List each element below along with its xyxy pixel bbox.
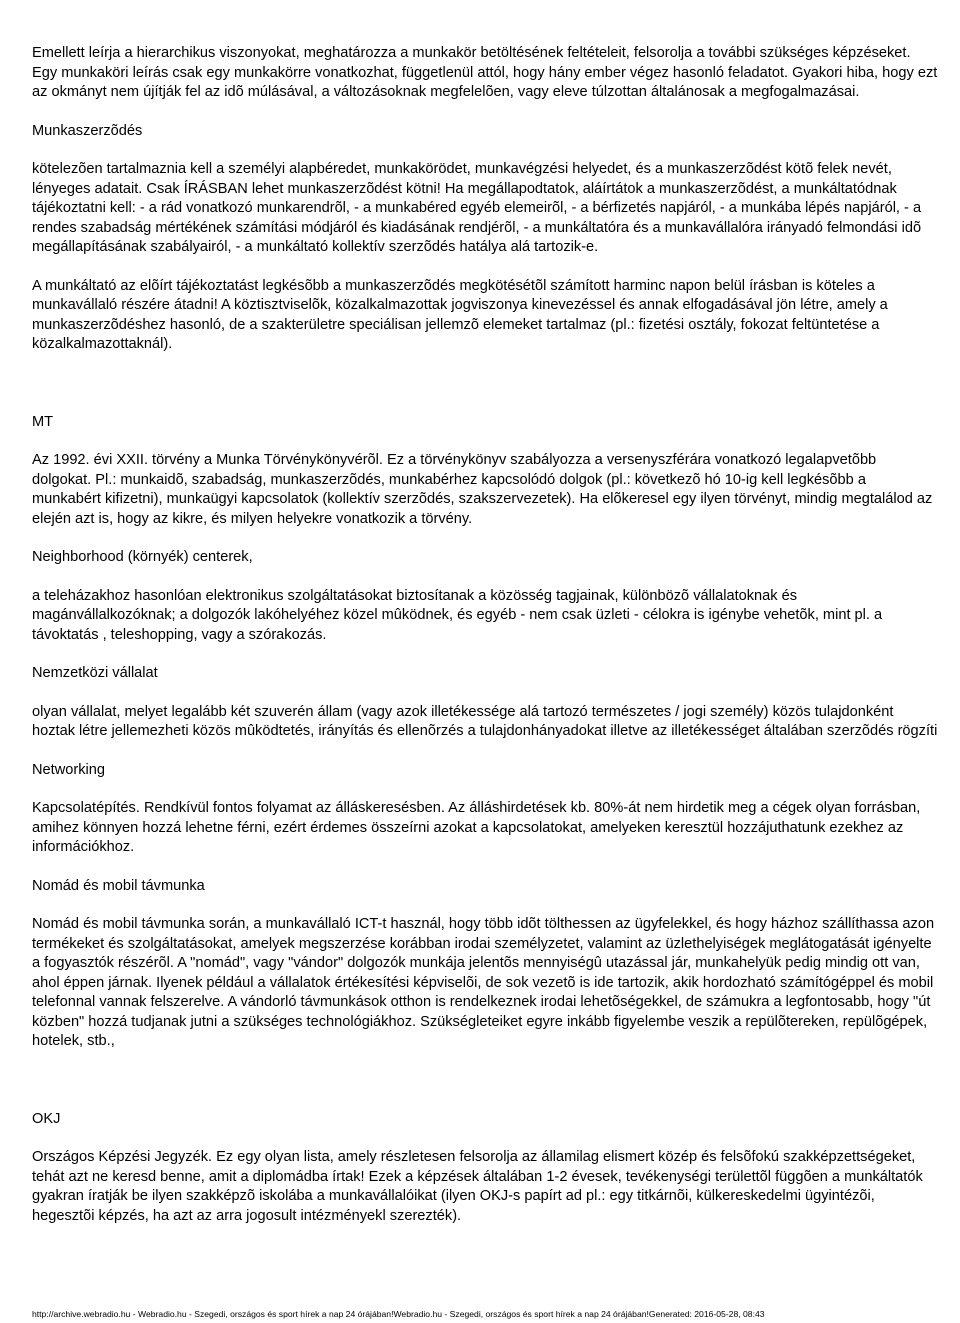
intro-paragraph: Emellett leírja a hierarchikus viszonyokat, meghatározza a munkakör betöltésének feltételeit, felsorolja a további szükséges képzéseket. Egy munkaköri leírás csak egy munkakörre vonatkozhat, függetlenül attól, hogy hány ember végez hasonló feladatot. Gyakori hiba, hogy ezt az okmányt nem újítják fel az idõ múlásával, a változásoknak megfelelõen, vagy eleve túlzottan általánosak a megfogalmazásai. [32, 45, 938, 100]
section-heading-okj: OKJ [32, 1110, 61, 1127]
section-heading-nemzetkozi: Nemzetközi vállalat [32, 665, 158, 681]
section-heading-munkaszerzodes: Munkaszerzõdés [32, 122, 143, 139]
section-heading-networking: Networking [32, 761, 105, 778]
document-body [32, 44, 938, 1226]
section-paragraph: olyan vállalat, melyet legalább két szuverén állam (vagy azok illetékessége alá tartozó természetes / jogi személy) közös tulajdonként hoztak létre jellemezheti közös mûködtetés, irányítás és ellenõrzés a tulajdonhányadokat illetve az illetékességet általában szerzõdés rögzíti [32, 703, 938, 739]
section-paragraph: a teleházakhoz hasonlóan elektronikus szolgáltatásokat biztosítanak a közösség tagjainak, különbözõ vállalatoknak és magánvállalkozóknak; a dolgozók lakóhelyéhez közel mûködnek, és egyéb - nem csak üzleti - célokra is igénybe vehetõk, mint pl. a távoktatás , teleshopping, vagy a szórakozás. [32, 587, 883, 643]
section-paragraph: A munkáltató az elõírt tájékoztatást legkésõbb a munkaszerzõdés megkötésétõl számított harminc napon belül írásban is köteles a munkavállaló részére átadni! A köztisztviselõk, közalkalmazottak jogviszonya kinevezéssel és annak elfogadásával jön létre, amely a munkaszerzõdéshez hasonló, de a szakterületre speciálisan jellemzõ elemeket tartalmaz (pl.: fizetési osztály, fokozat feltüntetése a közalkalmazottaknál). [32, 277, 888, 352]
section-paragraph: Országos Képzési Jegyzék. Ez egy olyan lista, amely részletesen felsorolja az államilag elismert közép és felsõfokú szakképzettségeket, tehát azt ne keresd benne, amit a diplomádba írtak! Ezek a képzések általában 1-2 évesek, tevékenységi területtõl függõen a munkáltatók gyakran íratják be ilyen szakképzõ iskolába a munkavállalóikat (ilyen OKJ-s papírt ad pl.: egy titkárnõi, külkereskedelmi ügyintézõi, hegesztõi képzés, ha azt az arra jogosult intézményekl szerezték). [32, 1149, 923, 1224]
section-paragraph: kötelezõen tartalmaznia kell a személyi alapbéredet, munkakörödet, munkavégzési helyedet, és a munkaszerzõdést kötõ felek nevét, lényeges adatait. Csak ÍRÁSBAN lehet munkaszerzõdést kötni! Ha megállapodtatok, aláírtátok a munkaszerzõdést, a munkáltatódnak tájékoztatni kell: - a rád vonatkozó munkarendrõl, - a munkabéred egyéb elemeirõl, - a bérfizetés napjáról, - a munkába lépés napjáról, - a rendes szabadság mértékének számítási módjáról és kiadásának rendjérõl, - a munkáltatóra és a munkavállalóra irányadó felmondási idõ megállapításának szabályairól, - a munkáltató kollektív szerzõdés hatálya alá tartozik-e. [32, 161, 922, 255]
section-heading-mt: MT [32, 413, 54, 430]
section-paragraph: Kapcsolatépítés. Rendkívül fontos folyamat az álláskeresésben. Az álláshirdetések kb. 80%-át nem hirdetik meg a cégek olyan forrásban, amihez könnyen hozzá lehetne férni, ezért érdemes összeírni azokat a kapcsolatokat, amelyeken keresztül hozzájuthatunk ezekhez az információkhoz. [32, 800, 921, 855]
page-footer: http://archive.webradio.hu - Webradio.hu - Szegedi, országos és sport hírek a nap 24 órájában!Webradio.hu - Szegedi, országos és sport hírek a nap 24 órájában!Generated: 2016-05-28, 08:43 [32, 1309, 765, 1319]
section-paragraph: Nomád és mobil távmunka során, a munkavállaló ICT-t használ, hogy több idõt tölthessen az ügyfelekkel, és hogy házhoz szállíthassa azon termékeket és szolgáltatásokat, amelyek megszerzése korábban irodai személyzetet, valamint az üzlethelyiségek meglátogatását igényelte a fogyasztók részérõl. A "nomád", vagy "vándor" dolgozók munkája jelentõs mennyiségû utazással jár, munkahelyük pedig mindig ott van, ahol éppen járnak. Ilyenek például a vállalatok értékesítési képviselõi, de sok vezetõ is ide tartozik, akik hordozható számítógéppel és mobil telefonnal vannak felszerelve. A vándorló távmunkások otthon is rendelkeznek irodai lehetõségekkel, de számukra a legfontosabb, hogy "út közben" hozzá tudjanak jutni a szükséges technológiákhoz. Szükségleteiket egyre inkább figyelembe veszik a repülõtereken, repülõgépek, hotelek, stb., [32, 916, 935, 1049]
section-heading-nomad: Nomád és mobil távmunka [32, 877, 205, 894]
section-paragraph: Az 1992. évi XXII. törvény a Munka Törvénykönyvérõl. Ez a törvénykönyv szabályozza a versenyszférára vonatkozó legalapvetõbb dolgokat. Pl.: munkaidõ, szabadság, munkaszerzõdés, munkabérhez kapcsolódó dolgok (pl.: következõ hó 10-ig kell legkésõbb a munkabért kifizetni), munkaügyi kapcsolatok (kollektív szerzõdés, szakszervezetek). Ha elõkeresel egy ilyen törvényt, mindig megtalálod az elején azt is, hogy az kikre, és milyen helyekre vonatkozik a törvény. [32, 452, 933, 527]
section-heading-neighborhood: Neighborhood (környék) centerek, [32, 549, 253, 565]
